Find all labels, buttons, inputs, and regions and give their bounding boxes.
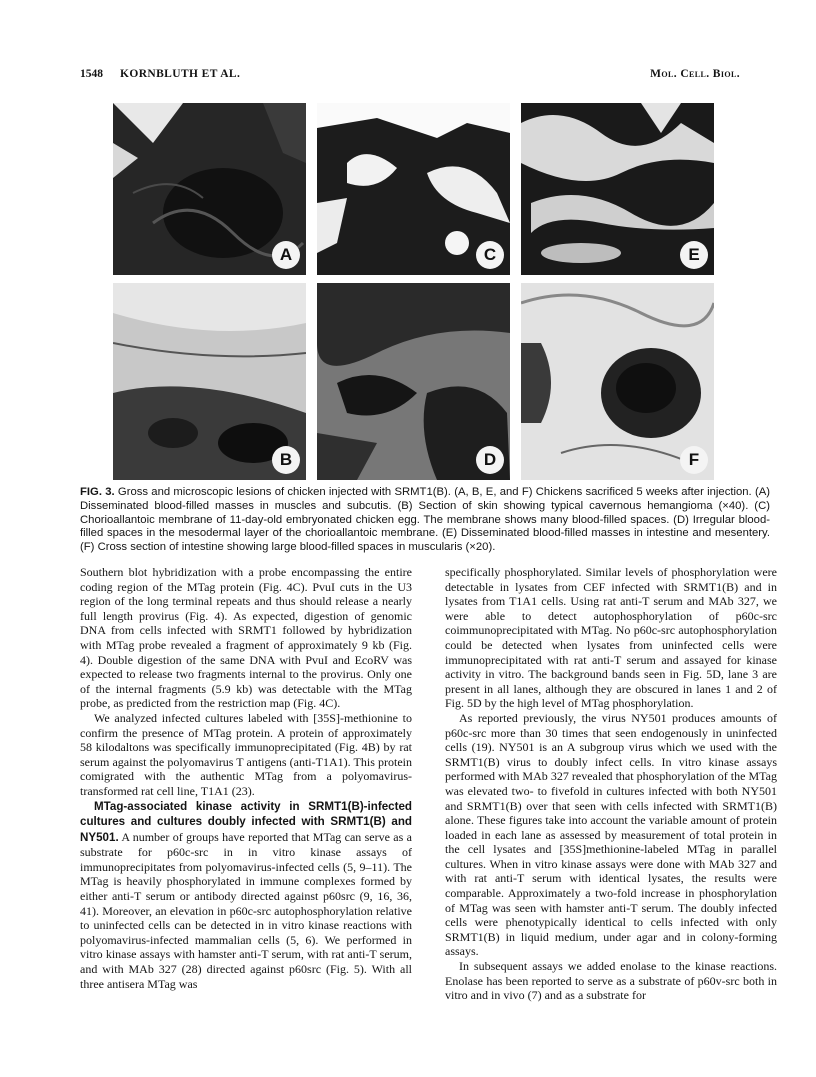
section-body: A number of groups have reported that MTag can serve as a substrate for p60c-src in in vitro kinase assays of immunoprecipitates from polyomavirus-infected cells (5, 9–11). The MTag is heavily phosphorylated in immune complexes formed by either anti-T serum or antibody directed against p60src (9, 16, 36, 41). Moreover, an elevation in p60c-src autophosphorylation relative to uninfected cells can be detected in in vitro kinase reactions with polyomavirus-infected mammalian cells (5, 6). We performed in vitro kinase assays with hamster anti-T serum, with rat anti-T serum, and with MAb 327 (28) directed against p60src (Fig. 5). With all three antisera MTag was <box>80 829 412 991</box>
paragraph: We analyzed infected cultures labeled with [35S]-methionine to confirm the presence of MTag protein. A protein of approximately 58 kilodaltons was specifically immunoprecipitated (Fig. 4B) by rat serum against the polyomavirus T antigens (anti-T1A1). This protein comigrated with the authentic MTag from a polyomavirus-transformed rat cell line, T1A1 (23). <box>80 710 412 798</box>
paragraph: specifically phosphorylated. Similar levels of phosphorylation were detectable in lysates from CEF infected with SRMT1(B) and in lysates from T1A1 cells. Using rat anti-T serum and MAb 327, we were able to detect autophosphorylation of p60c-src coimmunoprecipitated with MTag. No p60c-src autophosphorylation could be detected when lysates from uninfected cells were immunoprecipitated with rat anti-T serum and assayed for kinase activity in vitro. The background bands seen in Fig. 5D, lane 3 are present in all lanes, although they are obscured in lanes 1 and 2 of Fig. 5D by the high level of MTag phosphorylation. <box>445 565 777 711</box>
panel-label-f: F <box>680 446 708 474</box>
section-heading: MTag-associated kinase activity in SRMT1(B)-infected cultures and cultures doubly infected with SRMT1(B) and NY501. <box>80 799 412 844</box>
panel-label-d: D <box>476 446 504 474</box>
running-header <box>80 68 740 86</box>
paragraph: In subsequent assays we added enolase to the kinase reactions. Enolase has been reported to serve as a substrate of p60v-src both in vitro and in vivo (7) and as a substrate for <box>445 959 777 1003</box>
right-column <box>445 565 777 1003</box>
figure-panel-d <box>317 283 510 480</box>
figure-caption <box>80 486 770 555</box>
left-column <box>80 565 412 991</box>
caption-label: FIG. 3. <box>80 486 115 498</box>
panel-label-a: A <box>272 241 300 269</box>
panel-label-b: B <box>272 446 300 474</box>
section-paragraph <box>80 799 412 992</box>
figure-panel-f <box>521 283 714 480</box>
figure-panel-b <box>113 283 306 480</box>
panel-label-e: E <box>680 241 708 269</box>
figure-panel-a <box>113 103 306 275</box>
paragraph: Southern blot hybridization with a probe encompassing the entire coding region of the MTag protein (Fig. 4C). PvuI cuts in the U3 region of the long terminal repeats and thus should release a nearly full length provirus (Fig. 4). As expected, digestion of genomic DNA from cells infected with SRMT1 followed by hybridization with MTag probe revealed a fragment of approximately 9 kb (Fig. 4). Double digestion of the same DNA with PvuI and EcoRV was expected to release two fragments internal to the provirus. Only one of the internal fragments (5.9 kb) was detectable with the MTag probe, as predicted from the restriction map (Fig. 4C). <box>80 565 412 711</box>
page-number: 1548 <box>80 68 103 80</box>
paragraph: As reported previously, the virus NY501 produces amounts of p60c-src more than 30 times that seen endogenously in uninfected cells (19). NY501 is an A subgroup virus which we used with the SRMT1(B) virus to doubly infect cells. In vitro kinase assays performed with MAb 327 revealed that phosphorylation of the MTag was elevated two- to fivefold in cultures infected with both NY501 and SRMT1(B) over that seen with cells infected with SRMT1(B) alone. These figures take into account the variable amount of protein loaded in each lane as assessed by measurement of total protein in the cell lysates and [35S]methionine-labeled MTag in parallel cultures. When in vitro kinase assays were done with MAb 327 and with rat anti-T serum with identical lysates, the results were comparable. Approximately a two-fold increase in phosphorylation of MTag was seen with hamster anti-T serum. The doubly infected cells were phenotypically identical to cells infected with only SRMT1(B) in liquid medium, under agar and in colony-forming assays. <box>445 710 777 959</box>
figure-panel-c <box>317 103 510 275</box>
caption-text: Gross and microscopic lesions of chicken injected with SRMT1(B). (A, B, E, and F) Chickens sacrificed 5 weeks after injection. (A) Disseminated blood-filled masses in muscles and subcutis. (B) Section of skin showing typical cavernous hemangioma (×40). (C) Chorioallantoic membrane of 11-day-old embryonated chicken egg. The membrane shows many blood-filled spaces. (D) Irregular blood-filled spaces in the mesodermal layer of the chorioallantoic membrane. (E) Disseminated blood-filled masses in intestine and mesentery. (F) Cross section of intestine showing large blood-filled spaces in muscularis (×20). <box>80 486 771 554</box>
panel-label-c: C <box>476 241 504 269</box>
figure-panel-e <box>521 103 714 275</box>
running-authors: KORNBLUTH ET AL. <box>120 68 241 80</box>
journal-name: Mol. Cell. Biol. <box>650 68 740 80</box>
